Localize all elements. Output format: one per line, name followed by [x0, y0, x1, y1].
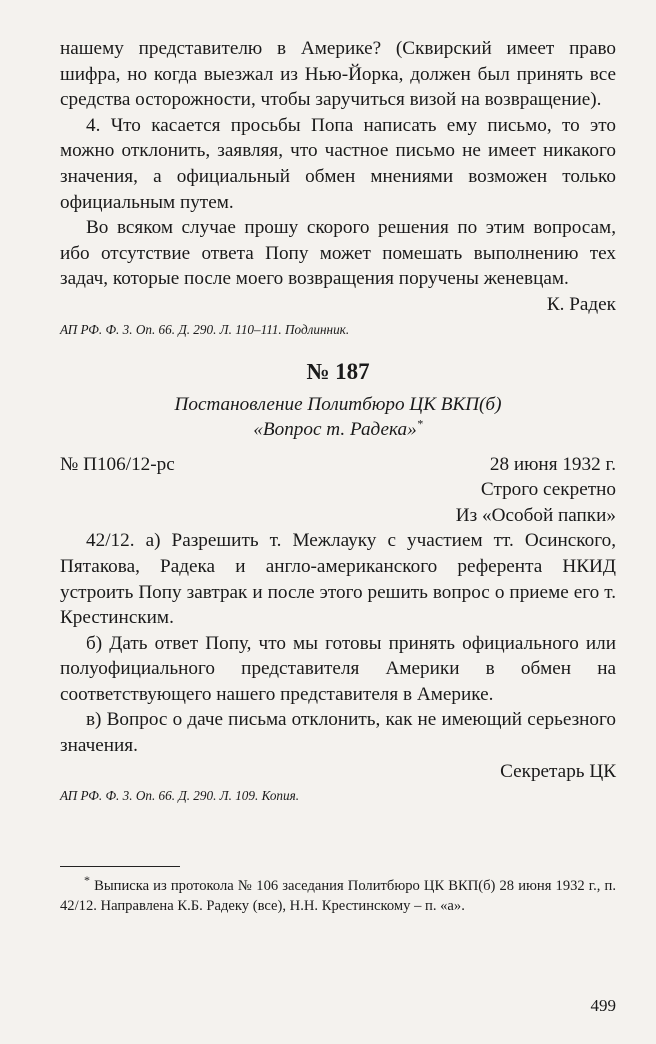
registration-number: № П106/12-рс	[60, 453, 175, 475]
page-number: 499	[590, 996, 616, 1015]
document-title	[60, 392, 616, 442]
paragraph-continuation: нашему представителю в Америке? (Сквирский имеет право шифра, но когда выезжал из Нью-Йорка, должен был принять все средства осторожности, чтобы заручиться визой на возвращение).	[60, 38, 616, 111]
document-date: 28 июня 1932 г.	[489, 453, 616, 475]
resolution-item-a: 42/12. а) Разрешить т. Межлауку с участием тт. Осинского, Пятакова, Радека и англо-американского референта НКИД устроить Попу завтрак и после этого решить вопрос о приеме его т. Крестинским.	[60, 530, 616, 629]
signature-secretary: Секретарь ЦК	[500, 760, 616, 782]
paragraph-item-4: 4. Что касается просьбы Попа написать ему письмо, то это можно отклонить, заявляя, что частное письмо не имеет никакого значения, а официальный обмен мнениями возможен только официальным путем.	[60, 114, 616, 213]
footnote-marker: *	[416, 416, 423, 431]
footnote-text: Выписка из протокола № 106 заседания Политбюро ЦК ВКП(б) 28 июня 1932 г., п. 42/12. Направлена К.Б. Радеку (все), Н.Н. Крестинскому – п. «а».	[60, 878, 616, 915]
document-title-line-1: Постановление Политбюро ЦК ВКП(б)	[174, 393, 502, 415]
footnote	[60, 873, 616, 916]
document-title-text: «Вопрос т. Радека»	[253, 418, 417, 440]
document-title-line-2	[60, 417, 616, 442]
paragraph-request: Во всяком случае прошу скорого решения по этим вопросам, ибо отсутствие ответа Попу может помешать выполнению тех задач, которые после моего возвращения поручены женевцам.	[60, 217, 616, 290]
document-meta-row	[60, 452, 616, 478]
page-body	[60, 36, 616, 916]
signature-radek: К. Радек	[546, 293, 616, 315]
resolution-item-b: б) Дать ответ Попу, что мы готовы принять официального или полуофициального представителя Америки в обмен на соответствующего нашего представителя в Америке.	[60, 632, 616, 705]
archive-source-2: АП РФ. Ф. 3. Оп. 66. Д. 290. Л. 109. Копия.	[60, 788, 300, 804]
footnote-divider	[60, 866, 180, 867]
resolution-item-c: в) Вопрос о даче письма отклонить, как не имеющий серьезного значения.	[60, 709, 616, 757]
classification-label: Строго секретно	[480, 479, 616, 501]
footnote-mark: *	[84, 873, 90, 888]
archive-source-1: АП РФ. Ф. 3. Оп. 66. Д. 290. Л. 110–111. Подлинник.	[60, 321, 350, 337]
folder-label: Из «Особой папки»	[455, 504, 616, 526]
document-number: № 187	[306, 358, 370, 384]
